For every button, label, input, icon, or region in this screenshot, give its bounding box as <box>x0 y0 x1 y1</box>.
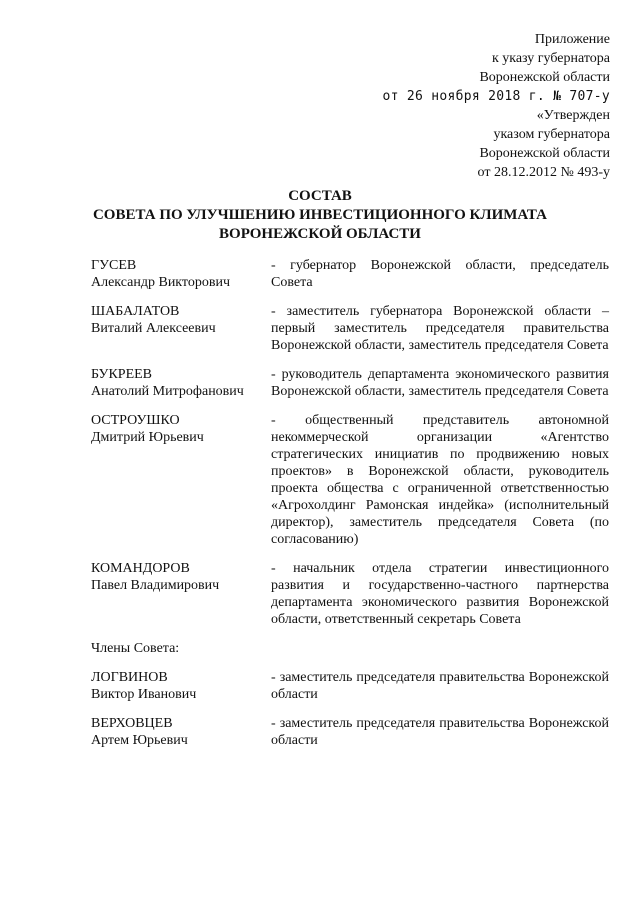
title-line: ВОРОНЕЖСКОЙ ОБЛАСТИ <box>219 226 421 242</box>
title-line: СОВЕТА ПО УЛУЧШЕНИЮ ИНВЕСТИЦИОННОГО КЛИМАТА <box>92 207 548 223</box>
member-surname: ЛОГВИНОВ <box>91 670 168 685</box>
title-line: СОСТАВ <box>288 188 352 204</box>
member-surname: ВЕРХОВЦЕВ <box>91 716 173 731</box>
member-role: - губернатор Воронежской области, председатель Совета <box>271 258 609 290</box>
member-role: - руководитель департамента экономического развития Воронежской области, заместитель председателя Совета <box>271 367 609 399</box>
member-entry <box>91 303 609 354</box>
member-name <box>91 715 271 749</box>
header-line: от 28.12.2012 № 493-у <box>477 165 610 180</box>
member-entry <box>91 412 609 548</box>
member-role: - общественный представитель автономной некоммерческой организации «Агентство стратегических инициатив по продвижению новых проектов» в Воронежской области, руководитель проекта общества с ограниченной ответственностью «Агрохолдинг Рамонская индейка» (исполнительный директор), заместитель председателя Совета (по согласованию) <box>271 413 609 547</box>
member-given-name: Виктор Иванович <box>91 687 197 702</box>
member-given-name: Артем Юрьевич <box>91 733 188 748</box>
header-line: Приложение <box>534 32 610 47</box>
member-name <box>91 412 271 548</box>
member-role: - заместитель губернатора Воронежской области – первый заместитель председателя правительства Воронежской области, заместитель председателя Совета <box>271 304 609 353</box>
member-entry <box>91 560 609 628</box>
member-role: - начальник отдела стратегии инвестиционного развития и государственно-частного партнерства департамента экономического развития Воронежской области, ответственный секретарь Совета <box>271 561 609 627</box>
member-name <box>91 560 271 628</box>
member-role: - заместитель председателя правительства Воронежской области <box>271 670 609 702</box>
member-name <box>91 669 271 703</box>
member-surname: ШАБАЛАТОВ <box>91 304 180 319</box>
member-name <box>91 257 271 291</box>
header-line: указом губернатора <box>493 127 610 142</box>
member-surname: ГУСЕВ <box>91 258 137 273</box>
member-given-name: Павел Владимирович <box>91 578 220 593</box>
member-given-name: Дмитрий Юрьевич <box>91 430 204 445</box>
document-title <box>0 187 640 244</box>
header-line: к указу губернатора <box>491 51 610 66</box>
member-surname: КОМАНДОРОВ <box>91 561 190 576</box>
council-members-label: Члены Совета: <box>91 641 180 656</box>
header-line: Воронежской области <box>479 146 610 161</box>
council-composition <box>91 257 609 761</box>
council-member-entry <box>91 669 609 703</box>
member-given-name: Александр Викторович <box>91 275 231 290</box>
member-name <box>91 366 271 400</box>
member-given-name: Анатолий Митрофанович <box>91 384 244 399</box>
member-name <box>91 303 271 354</box>
member-surname: ОСТРОУШКО <box>91 413 180 428</box>
member-entry <box>91 366 609 400</box>
council-member-entry <box>91 715 609 749</box>
member-given-name: Виталий Алексеевич <box>91 321 216 336</box>
header-line: Воронежской области <box>479 70 610 85</box>
decree-date-line: от 26 ноября 2018 г. № 707-у <box>382 89 610 104</box>
header-line: «Утвержден <box>536 108 610 123</box>
appendix-header <box>310 30 610 182</box>
member-entry <box>91 257 609 291</box>
member-surname: БУКРЕЕВ <box>91 367 153 382</box>
member-role: - заместитель председателя правительства Воронежской области <box>271 716 609 748</box>
